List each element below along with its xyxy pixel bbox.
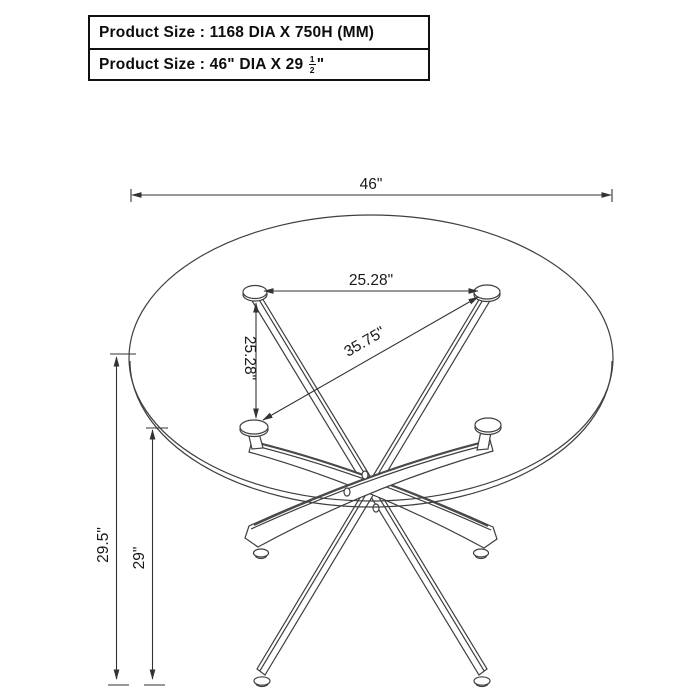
center-bolt xyxy=(344,488,350,496)
dim-label-pad-horizontal: 25.28" xyxy=(348,272,394,289)
center-bolt xyxy=(373,504,379,512)
dim-diameter xyxy=(131,176,612,202)
pad-front-left xyxy=(240,420,268,434)
glide-front-left xyxy=(254,677,270,685)
dim-label-diameter: 46" xyxy=(359,176,383,193)
glide-back-right xyxy=(474,549,489,557)
leg-mounting-pads xyxy=(240,285,501,450)
pad-back-left xyxy=(243,286,267,299)
glide-back-left xyxy=(254,549,269,557)
dim-pad-span-horizontal xyxy=(264,272,478,291)
dim-label-pad-diagonal: 35.75" xyxy=(341,323,389,361)
dim-overall-height xyxy=(95,354,136,685)
dim-underglass-height xyxy=(131,428,168,685)
dim-pad-span-vertical xyxy=(241,303,258,418)
fraction-denominator: 2 xyxy=(309,64,315,75)
glide-front-right xyxy=(474,677,490,685)
dim-label-pad-vertical: 25.28" xyxy=(241,335,258,381)
dim-label-underglass-height: 29" xyxy=(131,546,148,570)
table-base-legs xyxy=(245,293,497,675)
inch-mark: " xyxy=(316,55,325,73)
product-size-inch-text: Product Size : 46" DIA X 29 xyxy=(99,55,308,73)
dim-label-overall-height: 29.5" xyxy=(95,527,112,563)
center-bolt xyxy=(362,471,368,479)
pad-front-right xyxy=(475,418,501,432)
fraction-numerator: 1 xyxy=(309,54,315,64)
product-size-mm-text: Product Size : 1168 DIA X 750H (MM) xyxy=(99,23,375,41)
glass-table-top xyxy=(129,215,613,507)
